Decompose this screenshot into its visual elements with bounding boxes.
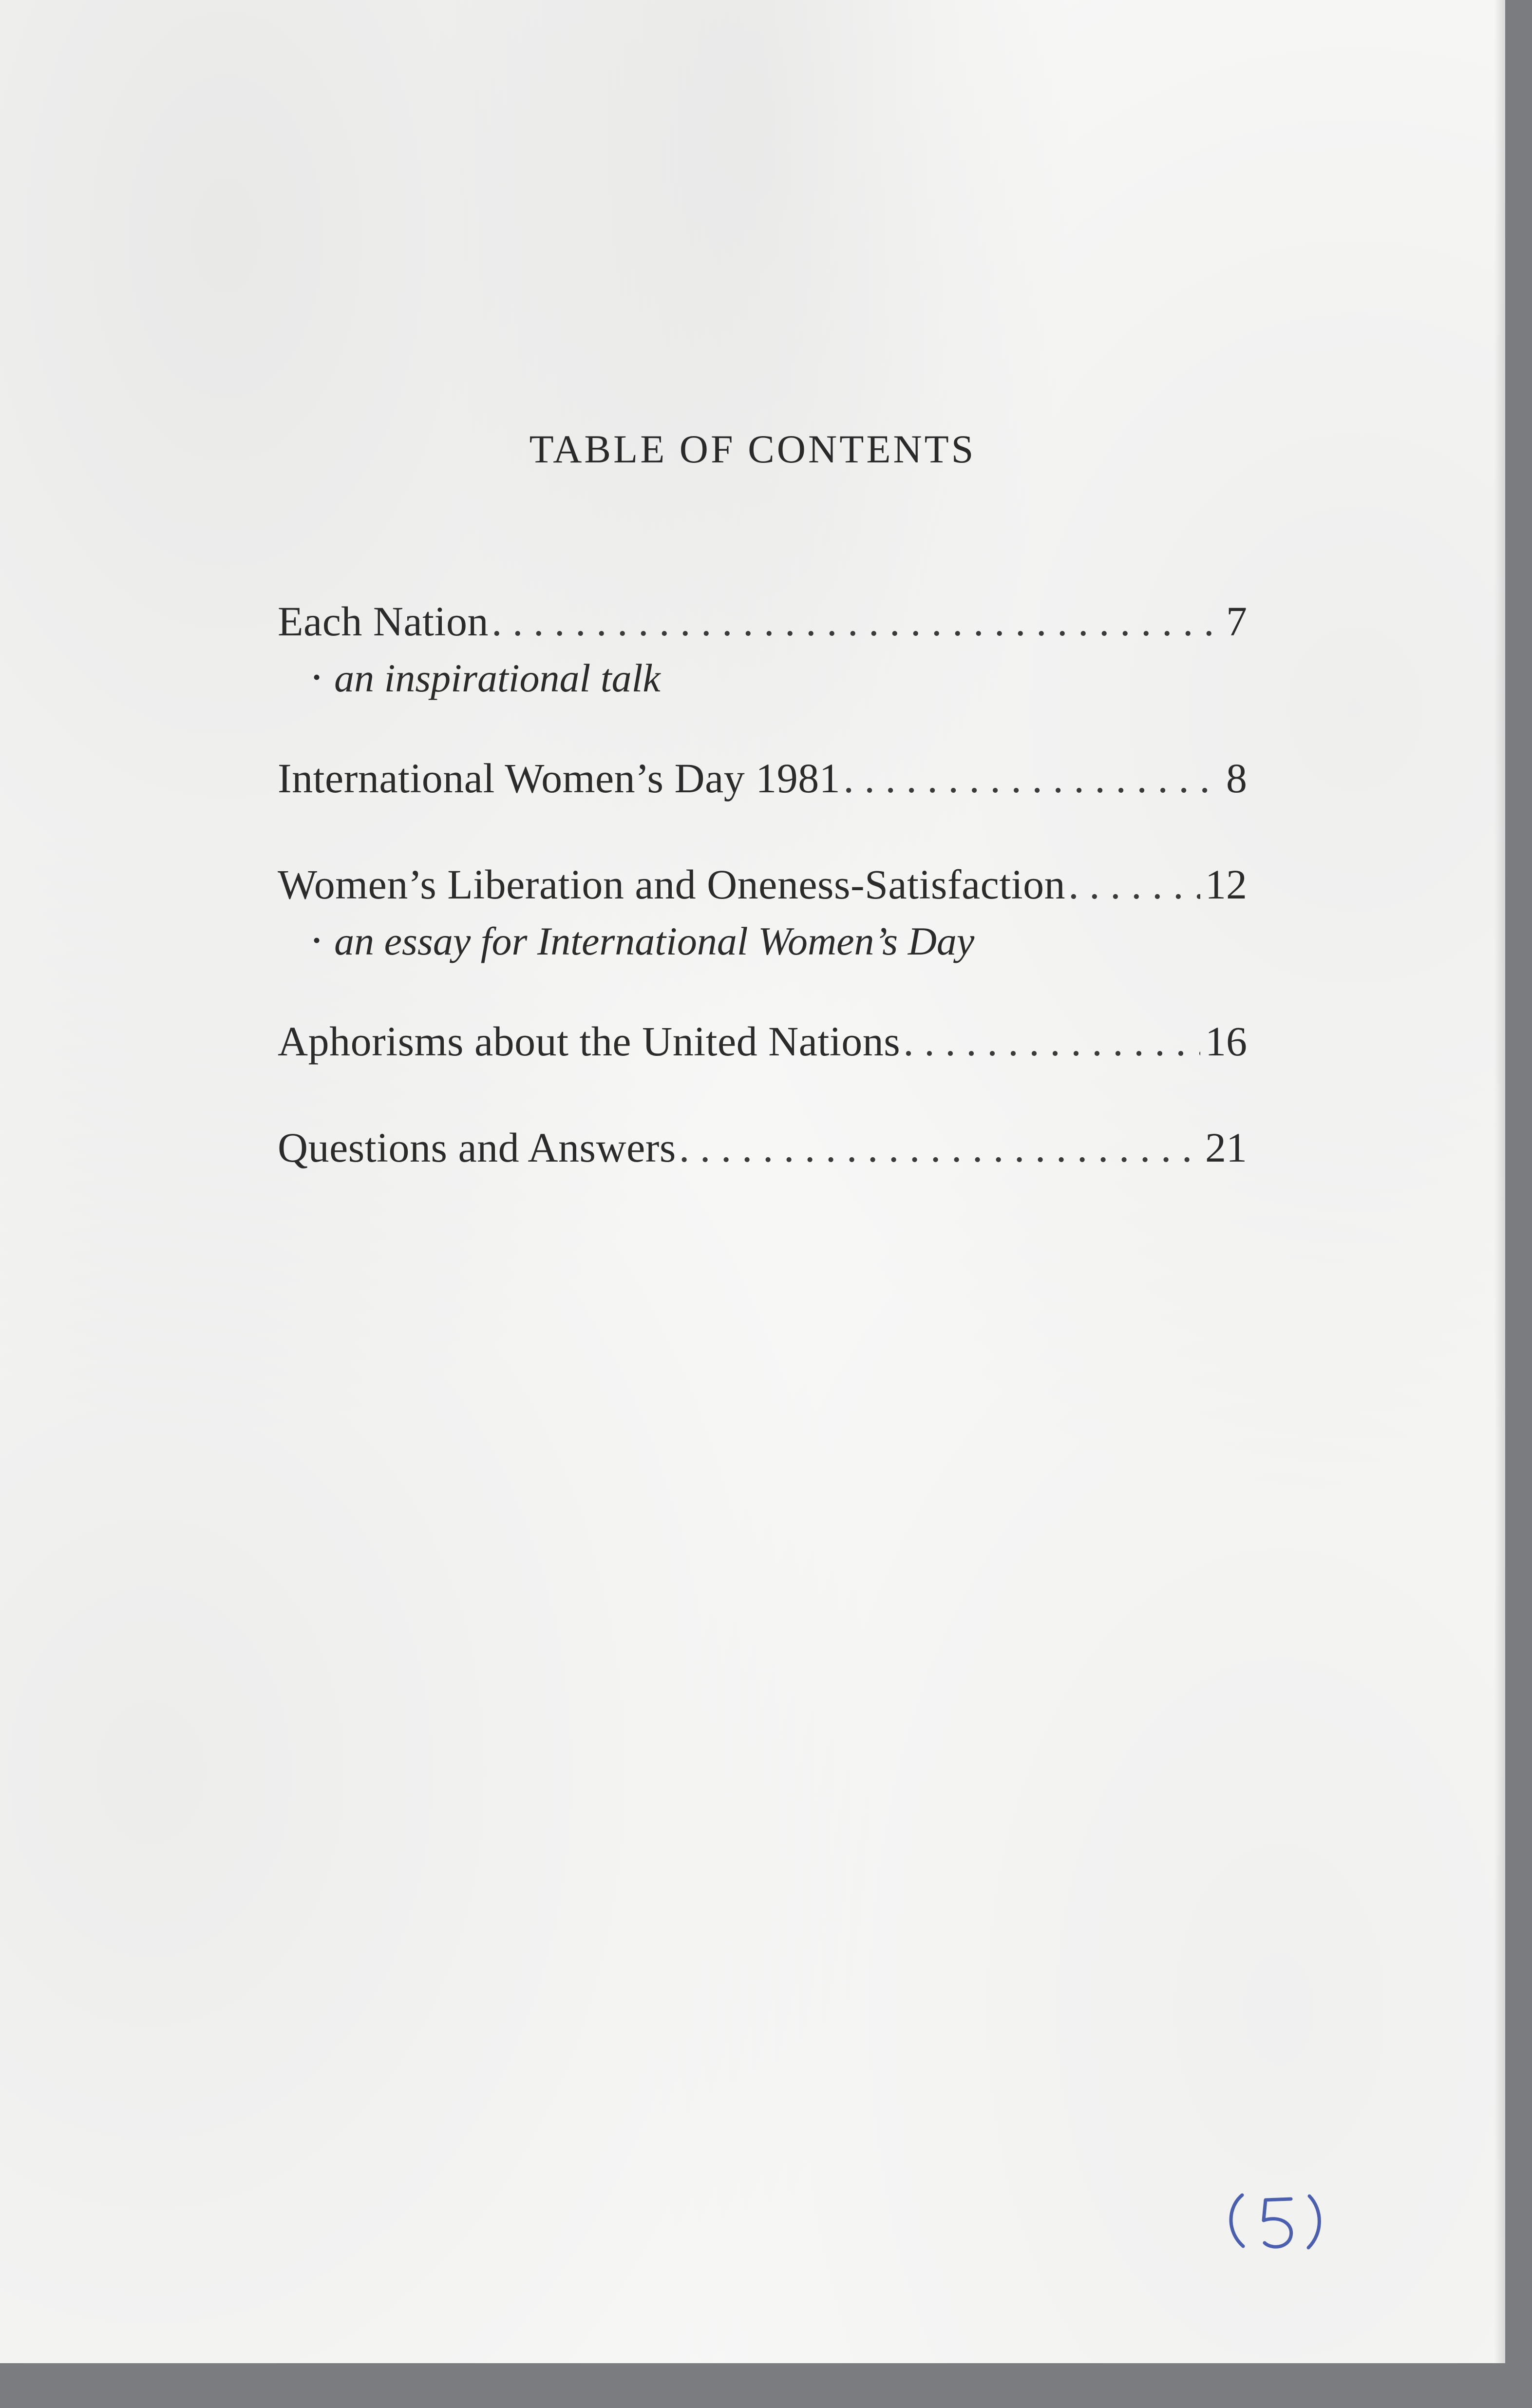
toc-entry-title: Each Nation <box>278 598 489 645</box>
toc-entry-group <box>278 749 1247 807</box>
bullet-icon: • <box>313 665 321 689</box>
toc-entry[interactable] <box>278 749 1247 807</box>
toc-page-number: 16 <box>1205 1018 1247 1065</box>
toc-subtitle-text: an inspirational talk <box>334 656 661 700</box>
dot-leader <box>843 749 1221 807</box>
toc-entry[interactable] <box>278 1012 1247 1070</box>
toc-entry-title: International Women’s Day 1981 <box>278 755 841 802</box>
toc-entry[interactable] <box>278 855 1247 914</box>
toc-page-number: 7 <box>1226 598 1247 645</box>
dot-leader <box>679 1118 1200 1177</box>
toc-entry-subtitle <box>278 650 1247 705</box>
bullet-icon: • <box>313 928 321 953</box>
toc-entry-title: Aphorisms about the United Nations <box>278 1018 901 1065</box>
dot-leader <box>903 1012 1200 1070</box>
dot-leader <box>1068 855 1200 914</box>
toc-page-number: 8 <box>1226 755 1247 802</box>
page-edge-shadow <box>1494 0 1505 2363</box>
toc-list <box>278 592 1247 1224</box>
toc-page-number: 12 <box>1205 861 1247 908</box>
toc-page-number: 21 <box>1205 1124 1247 1171</box>
toc-entry-group <box>278 1012 1247 1070</box>
toc-entry-title: Questions and Answers <box>278 1124 676 1171</box>
toc-entry-subtitle <box>278 914 1247 968</box>
toc-entry-title: Women’s Liberation and Oneness-Satisfaction <box>278 861 1066 908</box>
toc-heading: TABLE OF CONTENTS <box>529 427 976 471</box>
toc-subtitle-text: an essay for International Women’s Day <box>334 919 975 963</box>
toc-entry-group <box>278 855 1247 968</box>
handwritten-page-number <box>1223 2180 1335 2258</box>
dot-leader <box>492 592 1221 650</box>
toc-entry-group <box>278 592 1247 705</box>
toc-entry-group <box>278 1118 1247 1177</box>
toc-entry[interactable] <box>278 1118 1247 1177</box>
toc-entry[interactable] <box>278 592 1247 650</box>
